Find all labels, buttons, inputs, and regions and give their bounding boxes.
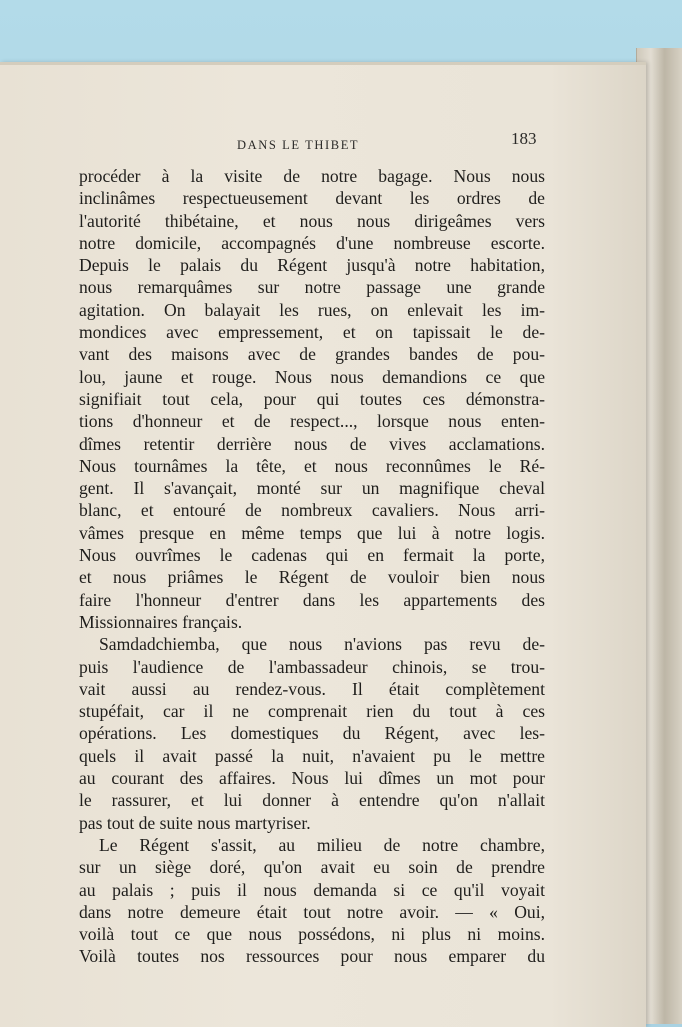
text-line: Missionnaires français. (79, 611, 243, 632)
text-line: stupéfait, car il ne comprenait rien du tout à ces (79, 701, 545, 722)
text-line: voilà tout ce que nous possédons, ni plus ni moins. (79, 924, 545, 945)
text-line: mondices avec empressement, et on tapissait le de- (79, 322, 545, 343)
text-line: gent. Il s'avançait, monté sur un magnifique cheval (79, 478, 545, 499)
text-line: Voilà toutes nos ressources pour nous emparer du (79, 946, 545, 967)
text-line: Depuis le palais du Régent jusqu'à notre habitation, (79, 255, 545, 276)
text-line: pas tout de suite nous martyriser. (79, 812, 311, 833)
text-line: vâmes presque en même temps que lui à notre logis. (79, 522, 545, 543)
text-line: inclinâmes respectueusement devant les ordres de (79, 188, 545, 209)
text-line: au courant des affaires. Nous lui dîmes un mot pour (79, 768, 545, 789)
text-line: opérations. Les domestiques du Régent, avec les- (79, 723, 545, 744)
text-line: dîmes retentir derrière nous de vives acclamations. (79, 433, 545, 454)
page-number: 183 (511, 129, 537, 148)
text-line: le rassurer, et lui donner à entendre qu'on n'allait (79, 790, 545, 811)
text-line: Nous tournâmes la tête, et nous reconnûmes le Ré- (79, 455, 545, 476)
body-text (79, 165, 545, 968)
text-line: quels il avait passé la nuit, n'avaient pu le mettre (79, 745, 545, 766)
text-line: faire l'honneur d'entrer dans les appartements des (79, 589, 545, 610)
text-line: nous remarquâmes sur notre passage une grande (79, 277, 545, 298)
text-line: blanc, et entouré de nombreux cavaliers. Nous arri- (79, 500, 545, 521)
text-line: vant des maisons avec de grandes bandes de pou- (79, 344, 545, 365)
text-line: lou, jaune et rouge. Nous nous demandions ce que (79, 366, 545, 387)
text-line: sur un siège doré, qu'on avait eu soin de prendre (79, 857, 545, 878)
text-line: signifiait tout cela, pour qui toutes ces démonstra- (79, 388, 545, 409)
running-head: DANS LE THIBET (237, 138, 360, 152)
text-line: Le Régent s'assit, au milieu de notre chambre, (99, 834, 545, 855)
text-line: dans notre demeure était tout notre avoir. — « Oui, (79, 901, 545, 922)
text-line: l'autorité thibétaine, et nous nous dirigeâmes vers (79, 210, 545, 231)
text-line: tions d'honneur et de respect..., lorsque nous enten- (79, 411, 545, 432)
text-line: puis l'audience de l'ambassadeur chinois, se trou- (79, 656, 545, 677)
text-line: au palais ; puis il nous demanda si ce qu'il voyait (79, 879, 545, 900)
text-line: procéder à la visite de notre bagage. Nous nous (79, 166, 545, 186)
text-line: et nous priâmes le Régent de vouloir bien nous (79, 567, 545, 588)
text-line: agitation. On balayait les rues, on enlevait les im- (79, 299, 545, 320)
text-line: vait aussi au rendez-vous. Il était complètement (79, 678, 545, 699)
text-line: Nous ouvrîmes le cadenas qui en fermait la porte, (79, 545, 545, 566)
text-line: Samdadchiemba, que nous n'avions pas revu de- (99, 634, 545, 655)
text-line: notre domicile, accompagnés d'une nombreuse escorte. (79, 232, 545, 253)
